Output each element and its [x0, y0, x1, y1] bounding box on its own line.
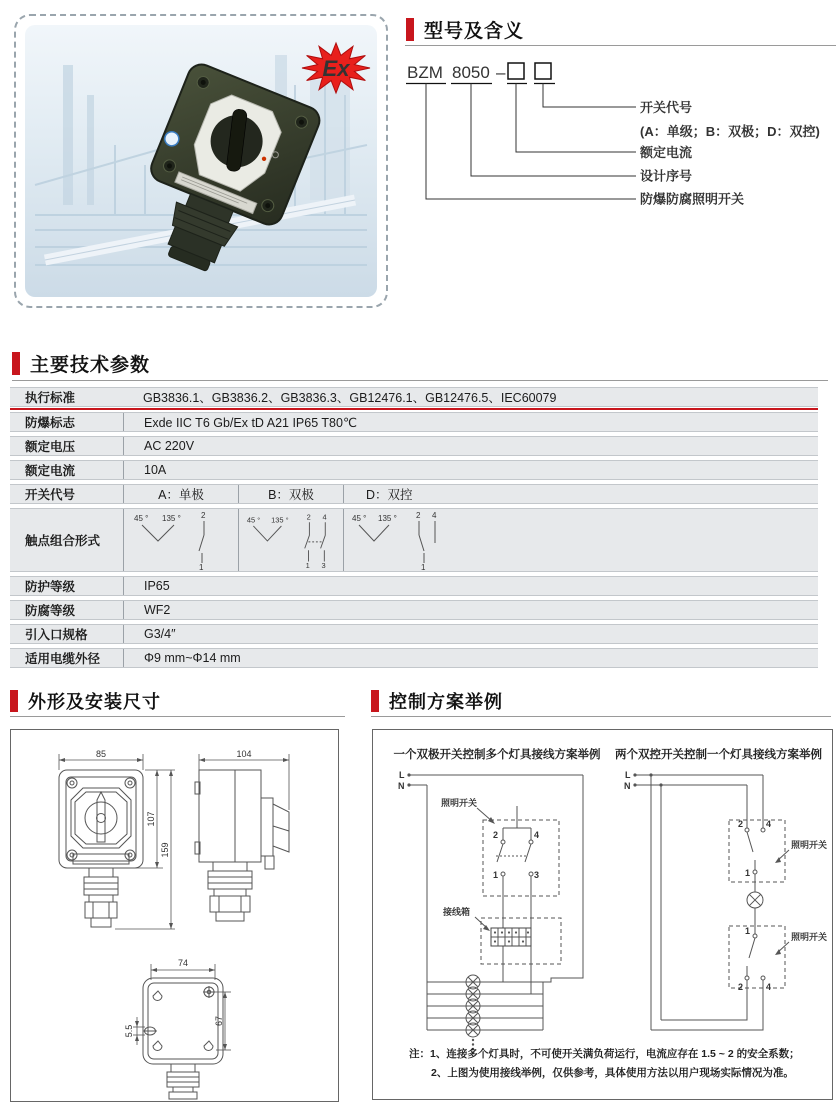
table-row-contact-forms: [10, 508, 818, 572]
table-row: [10, 387, 818, 407]
switch-product: [122, 60, 323, 290]
red-bar-icon: [406, 18, 414, 41]
row-label: 执行标准: [25, 391, 76, 405]
switch-code-b: B：双极: [238, 485, 343, 503]
svg-text:照明开关: 照明开关: [791, 840, 828, 850]
svg-text:照明开关: 照明开关: [791, 932, 828, 942]
switch-code-d: D：双控: [343, 485, 818, 503]
svg-text:135 °: 135 °: [378, 514, 397, 523]
terminal-block: [491, 928, 531, 946]
control-section-header: [371, 688, 503, 714]
dims-drawing-box: [10, 729, 339, 1102]
red-bar-icon: [12, 352, 20, 375]
product-photo-frame: [14, 14, 388, 308]
table-red-divider: [10, 408, 818, 410]
params-section-rule: [12, 380, 828, 381]
model-box-1: [508, 63, 524, 79]
row-value: WF2: [123, 601, 818, 619]
right-wiring-diagram: [617, 768, 829, 1050]
row-label: 防爆标志: [25, 416, 76, 430]
label-product-name: 防爆防腐照明开关: [640, 191, 745, 207]
dimension-drawings: [11, 730, 338, 1101]
industrial-scene: [25, 25, 377, 297]
svg-text:104: 104: [236, 749, 252, 759]
svg-text:2: 2: [201, 511, 206, 520]
front-gland: [84, 868, 118, 927]
switch-code-a: A：单极: [123, 485, 238, 503]
label-design-serial: 设计序号: [640, 168, 693, 184]
dims-section-header: [10, 688, 161, 714]
label-rated-current: 额定电流: [640, 145, 693, 160]
svg-text:1: 1: [421, 563, 426, 571]
svg-text:3: 3: [534, 870, 540, 880]
table-row: [10, 600, 818, 620]
bottom-view: [124, 958, 231, 1099]
svg-text:1: 1: [745, 926, 751, 936]
row-value: GB3836.1、GB3836.2、GB3836.3、GB12476.1、GB12476.5、IEC60079: [143, 391, 557, 405]
model-series: 8050: [452, 63, 490, 82]
row-value: 10A: [123, 461, 818, 479]
model-prefix: BZM: [407, 63, 443, 82]
svg-text:135 °: 135 °: [162, 514, 181, 523]
left-scheme-title: 一个双极开关控制多个灯具接线方案举例: [393, 749, 601, 761]
dims-section-rule: [10, 716, 345, 717]
row-label: 适用电缆外径: [25, 652, 101, 666]
model-leader-lines: [426, 84, 636, 200]
svg-text:3: 3: [321, 561, 326, 570]
row-label: 额定电流: [25, 464, 76, 478]
params-table: [10, 387, 818, 671]
note-line-1: 注：1、连接多个灯具时，不可使开关满负荷运行，电流应存在 1.5 ~ 2 的安全系数；: [409, 1048, 800, 1060]
svg-text:4: 4: [432, 511, 437, 520]
left-wiring-diagram: [385, 768, 615, 1050]
label-switch-code: 开关代号: [640, 100, 693, 115]
svg-text:159: 159: [160, 842, 170, 858]
svg-text:2: 2: [738, 982, 744, 992]
model-section-header: [406, 16, 524, 43]
svg-text:L: L: [399, 770, 405, 780]
side-gland: [208, 862, 252, 921]
svg-text:接线箱: 接线箱: [443, 907, 471, 917]
svg-text:1: 1: [745, 868, 751, 878]
svg-text:1: 1: [199, 563, 204, 571]
row-label: 引入口规格: [25, 628, 88, 642]
note-line-2: 2、上图为使用接线举例，仅供参考，具体使用方法以用户现场实际情况为准。: [431, 1067, 794, 1079]
svg-text:2: 2: [738, 819, 744, 829]
table-row: [10, 648, 818, 668]
svg-text:4: 4: [322, 512, 327, 522]
red-bar-icon: [10, 690, 18, 712]
row-value: G3/4″: [123, 625, 818, 643]
row-label: 防护等级: [25, 580, 76, 594]
control-section-title: 控制方案举例: [389, 692, 503, 712]
table-row: [10, 576, 818, 596]
model-dash: –: [496, 63, 506, 82]
bottom-gland: [167, 1064, 199, 1099]
table-row: [10, 624, 818, 644]
svg-text:1: 1: [493, 870, 499, 880]
label-switch-code-options: (A：单级；B：双极；D：双控): [640, 124, 820, 139]
svg-text:5.5: 5.5: [124, 1024, 134, 1038]
model-nomenclature-diagram: [404, 52, 836, 222]
svg-text:45 °: 45 °: [352, 514, 367, 523]
contact-diagram-a: [123, 509, 238, 571]
svg-text:2: 2: [493, 830, 499, 840]
contact-diagram-d: [343, 509, 818, 571]
control-drawing-box: [372, 729, 833, 1100]
ex-text: Ex: [322, 56, 350, 81]
front-view: [59, 749, 175, 929]
table-row-switch-codes: [10, 484, 818, 504]
svg-text:1: 1: [305, 561, 310, 570]
svg-text:2: 2: [416, 511, 421, 520]
row-label: 触点组合形式: [25, 534, 101, 548]
red-bar-icon: [371, 690, 379, 712]
side-view: [195, 749, 289, 921]
params-section-title: 主要技术参数: [30, 355, 151, 376]
contact-diagram-b: [238, 509, 343, 571]
row-label: 额定电压: [25, 440, 76, 454]
svg-text:照明开关: 照明开关: [441, 798, 478, 808]
svg-text:N: N: [398, 781, 405, 791]
svg-text:45 °: 45 °: [134, 514, 149, 523]
model-section-title: 型号及含义: [424, 21, 525, 42]
row-value: AC 220V: [123, 437, 818, 455]
svg-text:74: 74: [177, 958, 189, 968]
svg-text:45 °: 45 °: [246, 515, 261, 525]
svg-text:N: N: [624, 781, 631, 791]
table-row: [10, 412, 818, 432]
product-photo: [25, 25, 377, 297]
svg-text:107: 107: [146, 811, 156, 827]
svg-text:4: 4: [534, 830, 540, 840]
right-scheme-title: 两个双控开关控制一个灯具接线方案举例: [615, 749, 822, 761]
row-value: Exde IIC T6 Gb/Ex tD A21 IP65 T80℃: [123, 413, 818, 431]
table-row: [10, 460, 818, 480]
model-section-rule: [405, 45, 836, 46]
svg-text:85: 85: [95, 749, 107, 759]
control-section-rule: [371, 716, 831, 717]
svg-text:L: L: [625, 770, 631, 780]
model-box-2: [535, 63, 551, 79]
svg-text:2: 2: [306, 512, 311, 522]
dims-section-title: 外形及安装尺寸: [28, 692, 161, 712]
row-value: Φ9 mm~Φ14 mm: [123, 649, 818, 667]
row-label: 防腐等级: [25, 604, 76, 618]
svg-text:67: 67: [214, 1015, 224, 1027]
svg-text:4: 4: [766, 819, 772, 829]
svg-text:4: 4: [766, 982, 772, 992]
lamp-bank: [427, 975, 543, 1050]
row-value: IP65: [123, 577, 818, 595]
params-section-header: [12, 350, 150, 377]
corner-lugs: [153, 991, 213, 1051]
row-label: 开关代号: [25, 488, 76, 502]
table-row: [10, 436, 818, 456]
svg-text:135 °: 135 °: [271, 515, 289, 525]
